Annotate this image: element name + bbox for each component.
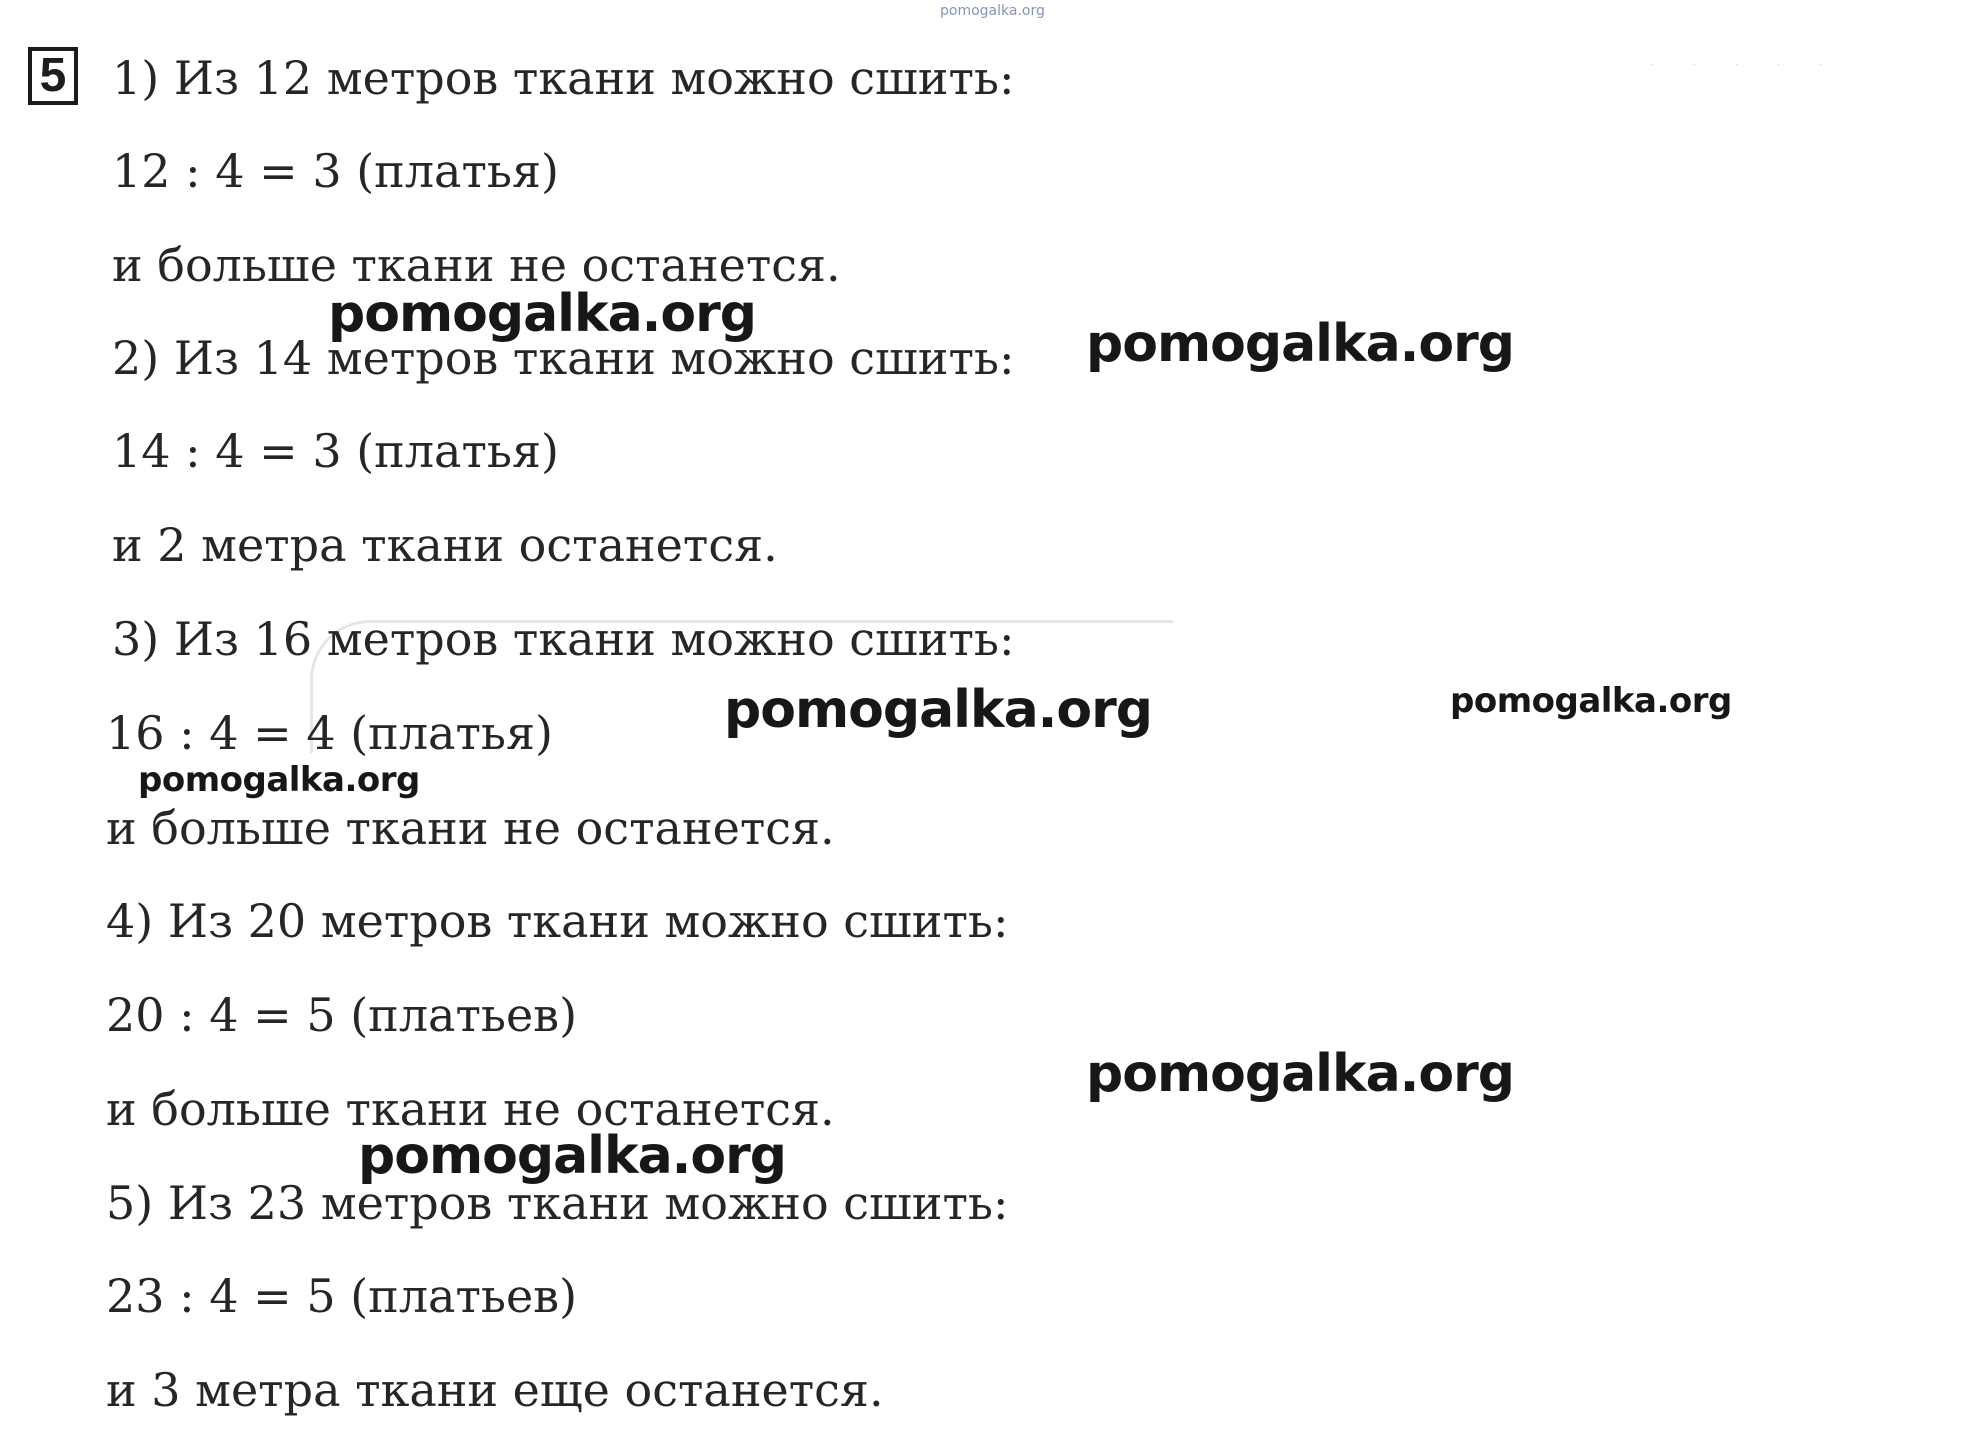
watermark-3: pomogalka.org — [724, 680, 1153, 740]
scan-specks: · · · · · — [1650, 60, 1841, 71]
watermark-4: pomogalka.org — [1450, 681, 1732, 721]
solution-line-7: 3) Из 16 метров ткани можно сшить: — [112, 612, 1015, 666]
solution-line-11: 20 : 4 = 5 (платьев) — [106, 988, 578, 1042]
solution-line-13: 5) Из 23 метров ткани можно сшить: — [106, 1176, 1009, 1230]
solution-line-5: 14 : 4 = 3 (платья) — [112, 424, 559, 478]
watermark-7: pomogalka.org — [358, 1126, 787, 1186]
watermark-2: pomogalka.org — [1086, 314, 1515, 374]
solution-line-9: и больше ткани не останется. — [106, 801, 835, 855]
solution-line-3: и больше ткани не останется. — [112, 238, 841, 292]
solution-line-6: и 2 метра ткани останется. — [112, 518, 778, 572]
solution-line-14: 23 : 4 = 5 (платьев) — [106, 1269, 578, 1323]
watermark-5: pomogalka.org — [138, 760, 420, 800]
header-watermark: pomogalka.org — [940, 3, 1045, 19]
solution-line-2: 12 : 4 = 3 (платья) — [112, 144, 559, 198]
solution-line-8: 16 : 4 = 4 (платья) — [106, 706, 553, 760]
solution-line-15: и 3 метра ткани еще останется. — [106, 1363, 884, 1417]
solution-line-4: 2) Из 14 метров ткани можно сшить: — [112, 331, 1015, 385]
watermark-1: pomogalka.org — [328, 284, 757, 344]
task-number-box: 5 — [28, 47, 78, 105]
watermark-6: pomogalka.org — [1086, 1044, 1515, 1104]
solution-line-10: 4) Из 20 метров ткани можно сшить: — [106, 894, 1009, 948]
solution-line-1: 1) Из 12 метров ткани можно сшить: — [112, 51, 1015, 105]
solution-line-12: и больше ткани не останется. — [106, 1082, 835, 1136]
